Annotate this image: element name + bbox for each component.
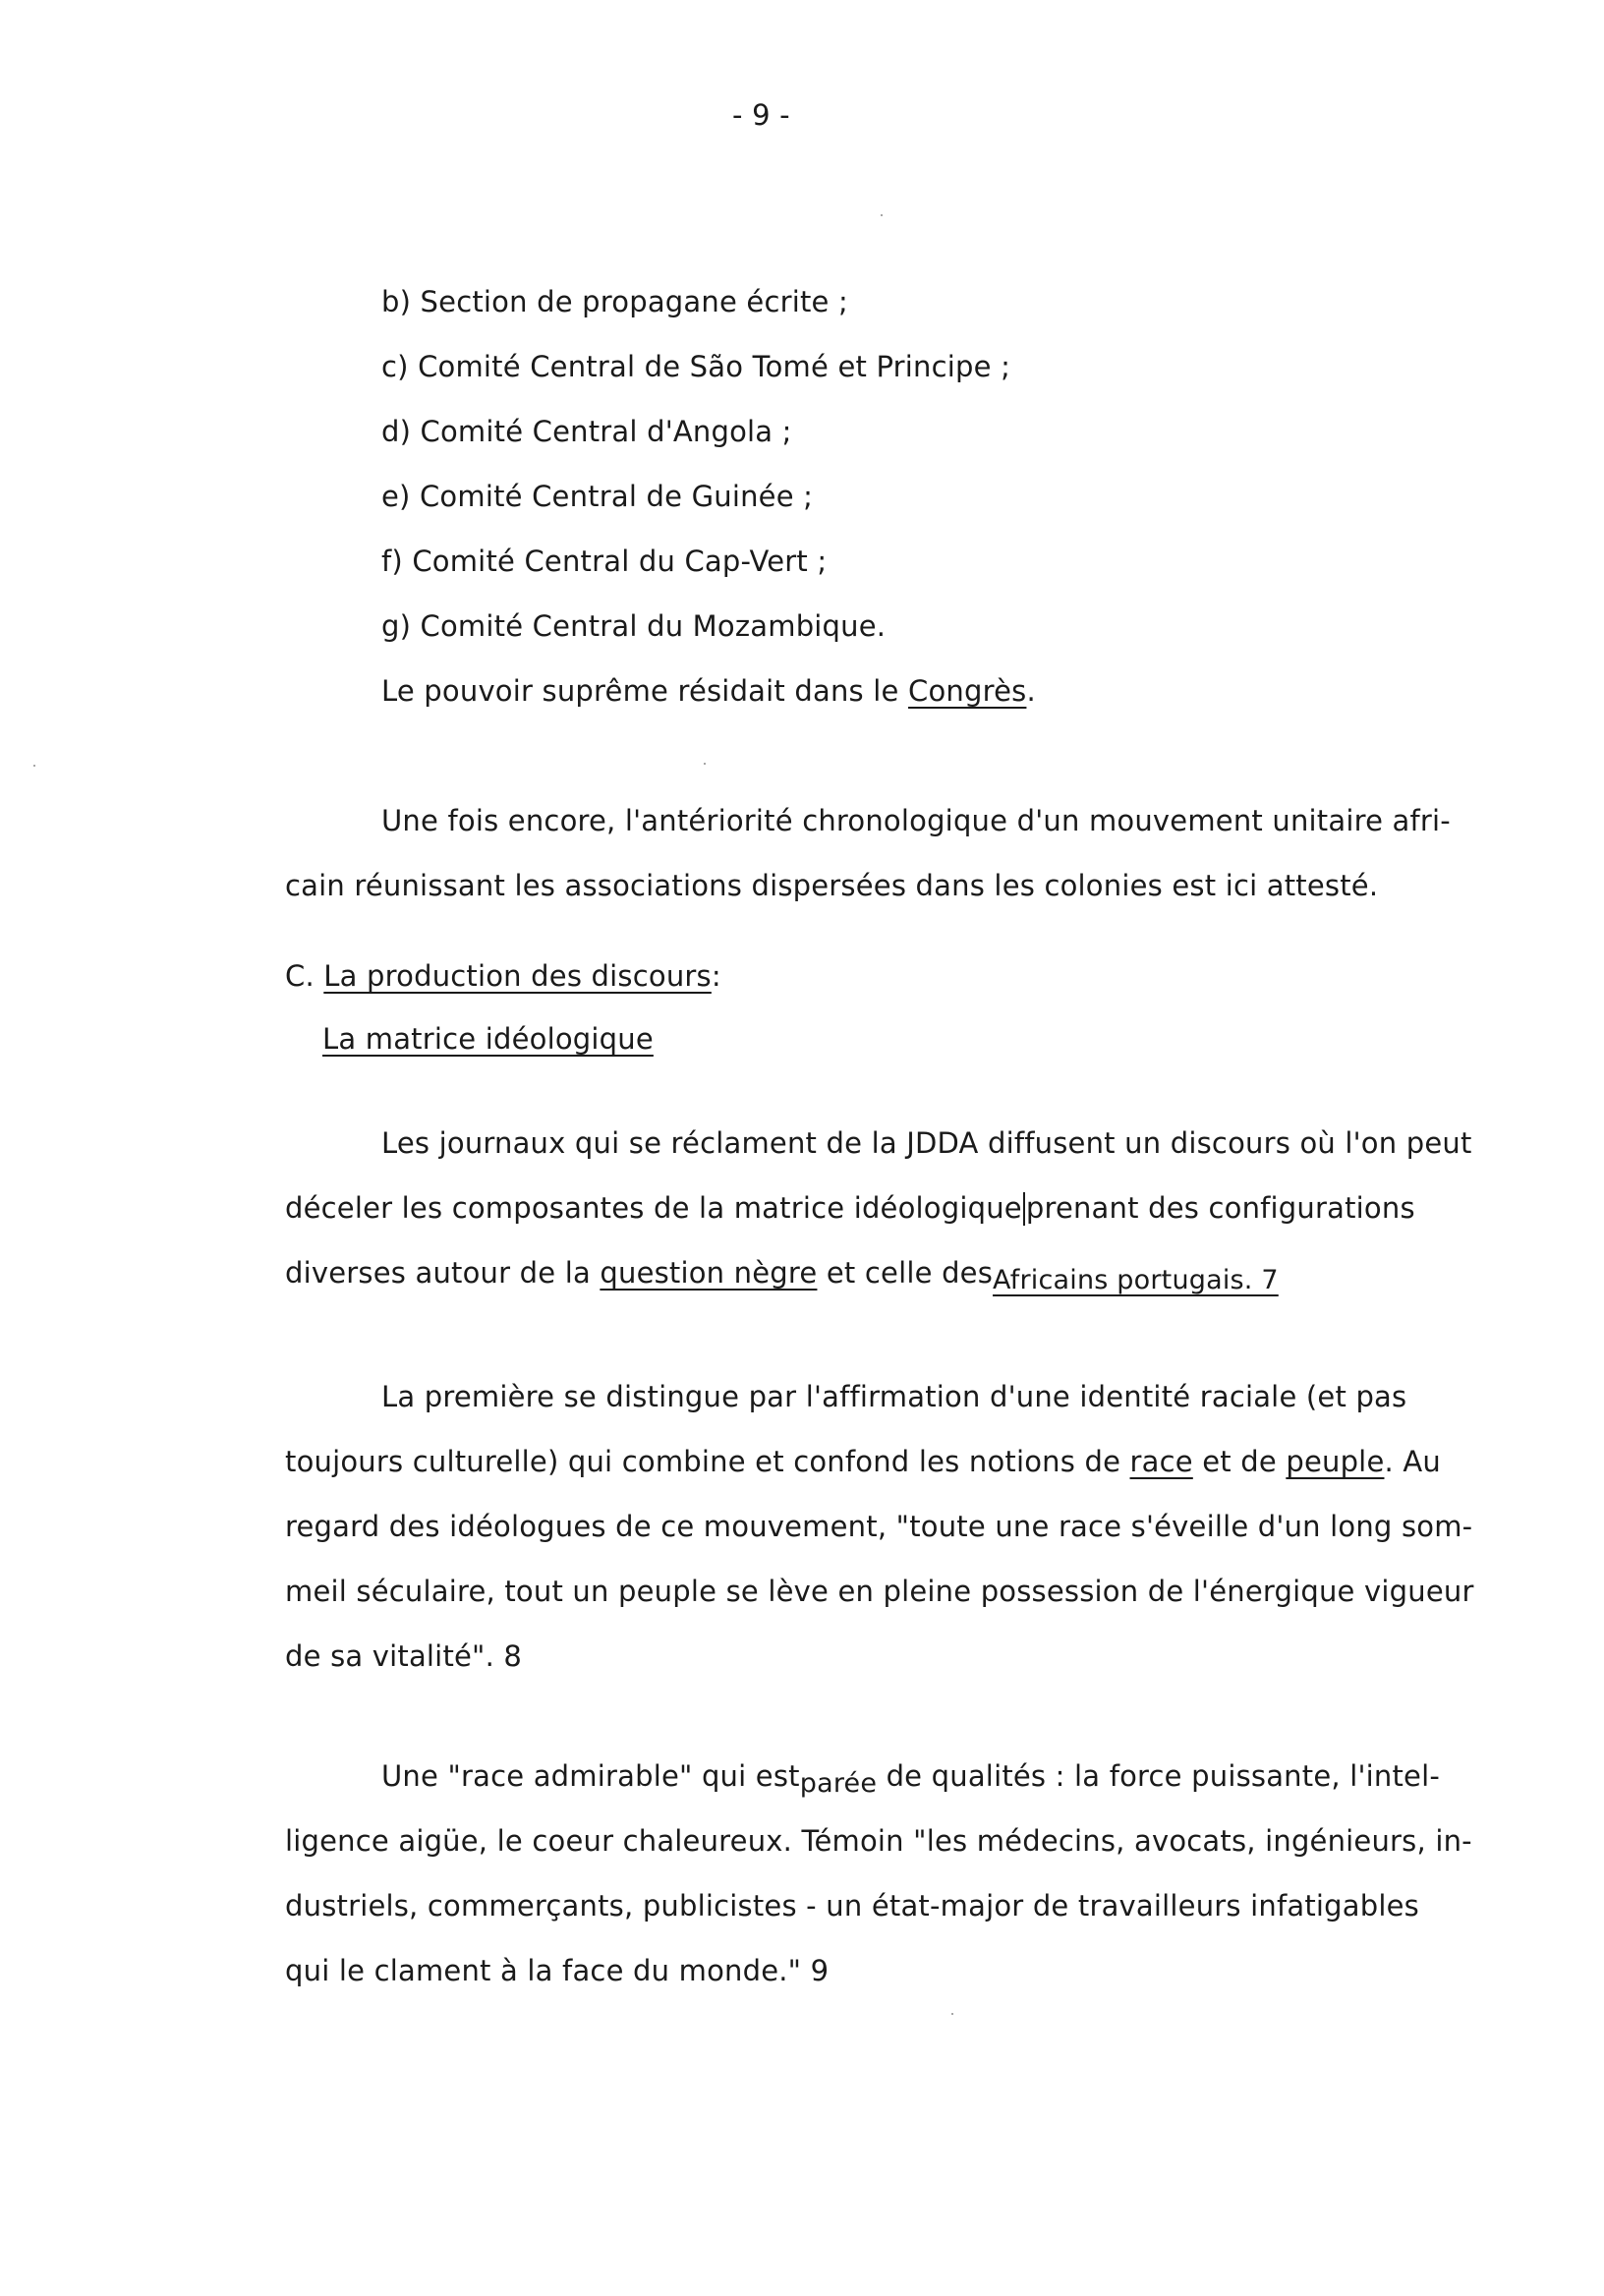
- ideologique-word: idéologique: [853, 1191, 1022, 1225]
- congres-underlined: Congrès: [908, 674, 1027, 708]
- list-item: f) Comité Central du Cap-Vert ;: [381, 545, 828, 578]
- scan-speck: [704, 763, 706, 765]
- scan-speck: [881, 214, 883, 216]
- paragraph-text: toujours culturelle) qui combine et confond les notions de: [285, 1445, 1121, 1478]
- paragraph-line: dustriels, commerçants, publicistes - un état-major de travailleurs infatigables: [285, 1889, 1419, 1923]
- paragraph-line: [285, 1191, 1415, 1226]
- paragraph-line: meil séculaire, tout un peuple se lève en pleine possession de l'énergique vigueur: [285, 1575, 1474, 1608]
- list-item: g) Comité Central du Mozambique.: [381, 609, 887, 643]
- paragraph-text: prenant des configurations: [1025, 1191, 1415, 1225]
- paragraph-line: [285, 1445, 1441, 1478]
- paree-word: parée: [799, 1768, 878, 1799]
- question-negre-underlined: question nègre: [600, 1256, 818, 1290]
- section-subtitle: La matrice idéologique: [322, 1022, 654, 1056]
- race-underlined: race: [1129, 1445, 1193, 1478]
- list-closing-line: [381, 674, 1036, 708]
- section-colon: :: [711, 959, 721, 993]
- section-prefix: C.: [285, 959, 315, 993]
- paragraph-line: qui le clament à la face du monde." 9: [285, 1954, 830, 1987]
- africains-portugais-underlined: Africains portugais. 7: [993, 1265, 1279, 1295]
- paragraph-line: ligence aigüe, le coeur chaleureux. Témoin "les médecins, avocats, ingénieurs, in-: [285, 1824, 1472, 1858]
- paragraph-text: . Au: [1384, 1445, 1441, 1478]
- paragraph-line: Une fois encore, l'antériorité chronologique d'un mouvement unitaire afri-: [381, 804, 1451, 837]
- list-item: d) Comité Central d'Angola ;: [381, 415, 792, 448]
- section-heading: [285, 959, 721, 993]
- peuple-underlined: peuple: [1286, 1445, 1385, 1478]
- paragraph-line: Les journaux qui se réclament de la JDDA diffusent un discours où l'on peut: [381, 1126, 1472, 1160]
- section-title: La production des discours: [323, 959, 712, 993]
- list-closing-period: .: [1026, 674, 1036, 708]
- paragraph-line: [285, 1256, 1279, 1295]
- list-item: c) Comité Central de São Tomé et Principe ;: [381, 350, 1011, 383]
- paragraph-text: de qualités : la force puissante, l'intel-: [886, 1759, 1440, 1793]
- scan-speck: [33, 765, 35, 767]
- paragraph-line: La première se distingue par l'affirmation d'une identité raciale (et pas: [381, 1380, 1407, 1413]
- list-item: e) Comité Central de Guinée ;: [381, 480, 814, 513]
- paragraph-text: et de: [1202, 1445, 1277, 1478]
- paragraph-line: [381, 1759, 1440, 1799]
- paragraph-text: Une "race admirable" qui est: [381, 1759, 800, 1793]
- paragraph-line: de sa vitalité". 8: [285, 1639, 523, 1673]
- scan-speck: [951, 2013, 953, 2015]
- page-number: - 9 -: [732, 98, 790, 132]
- list-closing-text: Le pouvoir suprême résidait dans le: [381, 674, 899, 708]
- paragraph-line: regard des idéologues de ce mouvement, "toute une race s'éveille d'un long som-: [285, 1510, 1473, 1543]
- paragraph-text: et celle des: [826, 1256, 994, 1290]
- paragraph-line: cain réunissant les associations dispersées dans les colonies est ici attesté.: [285, 869, 1379, 902]
- insertion-mark: [1023, 1192, 1025, 1226]
- paragraph-text: déceler les composantes de la matrice: [285, 1191, 845, 1225]
- list-item: b) Section de propagane écrite ;: [381, 285, 848, 318]
- paragraph-text: diverses autour de la: [285, 1256, 591, 1290]
